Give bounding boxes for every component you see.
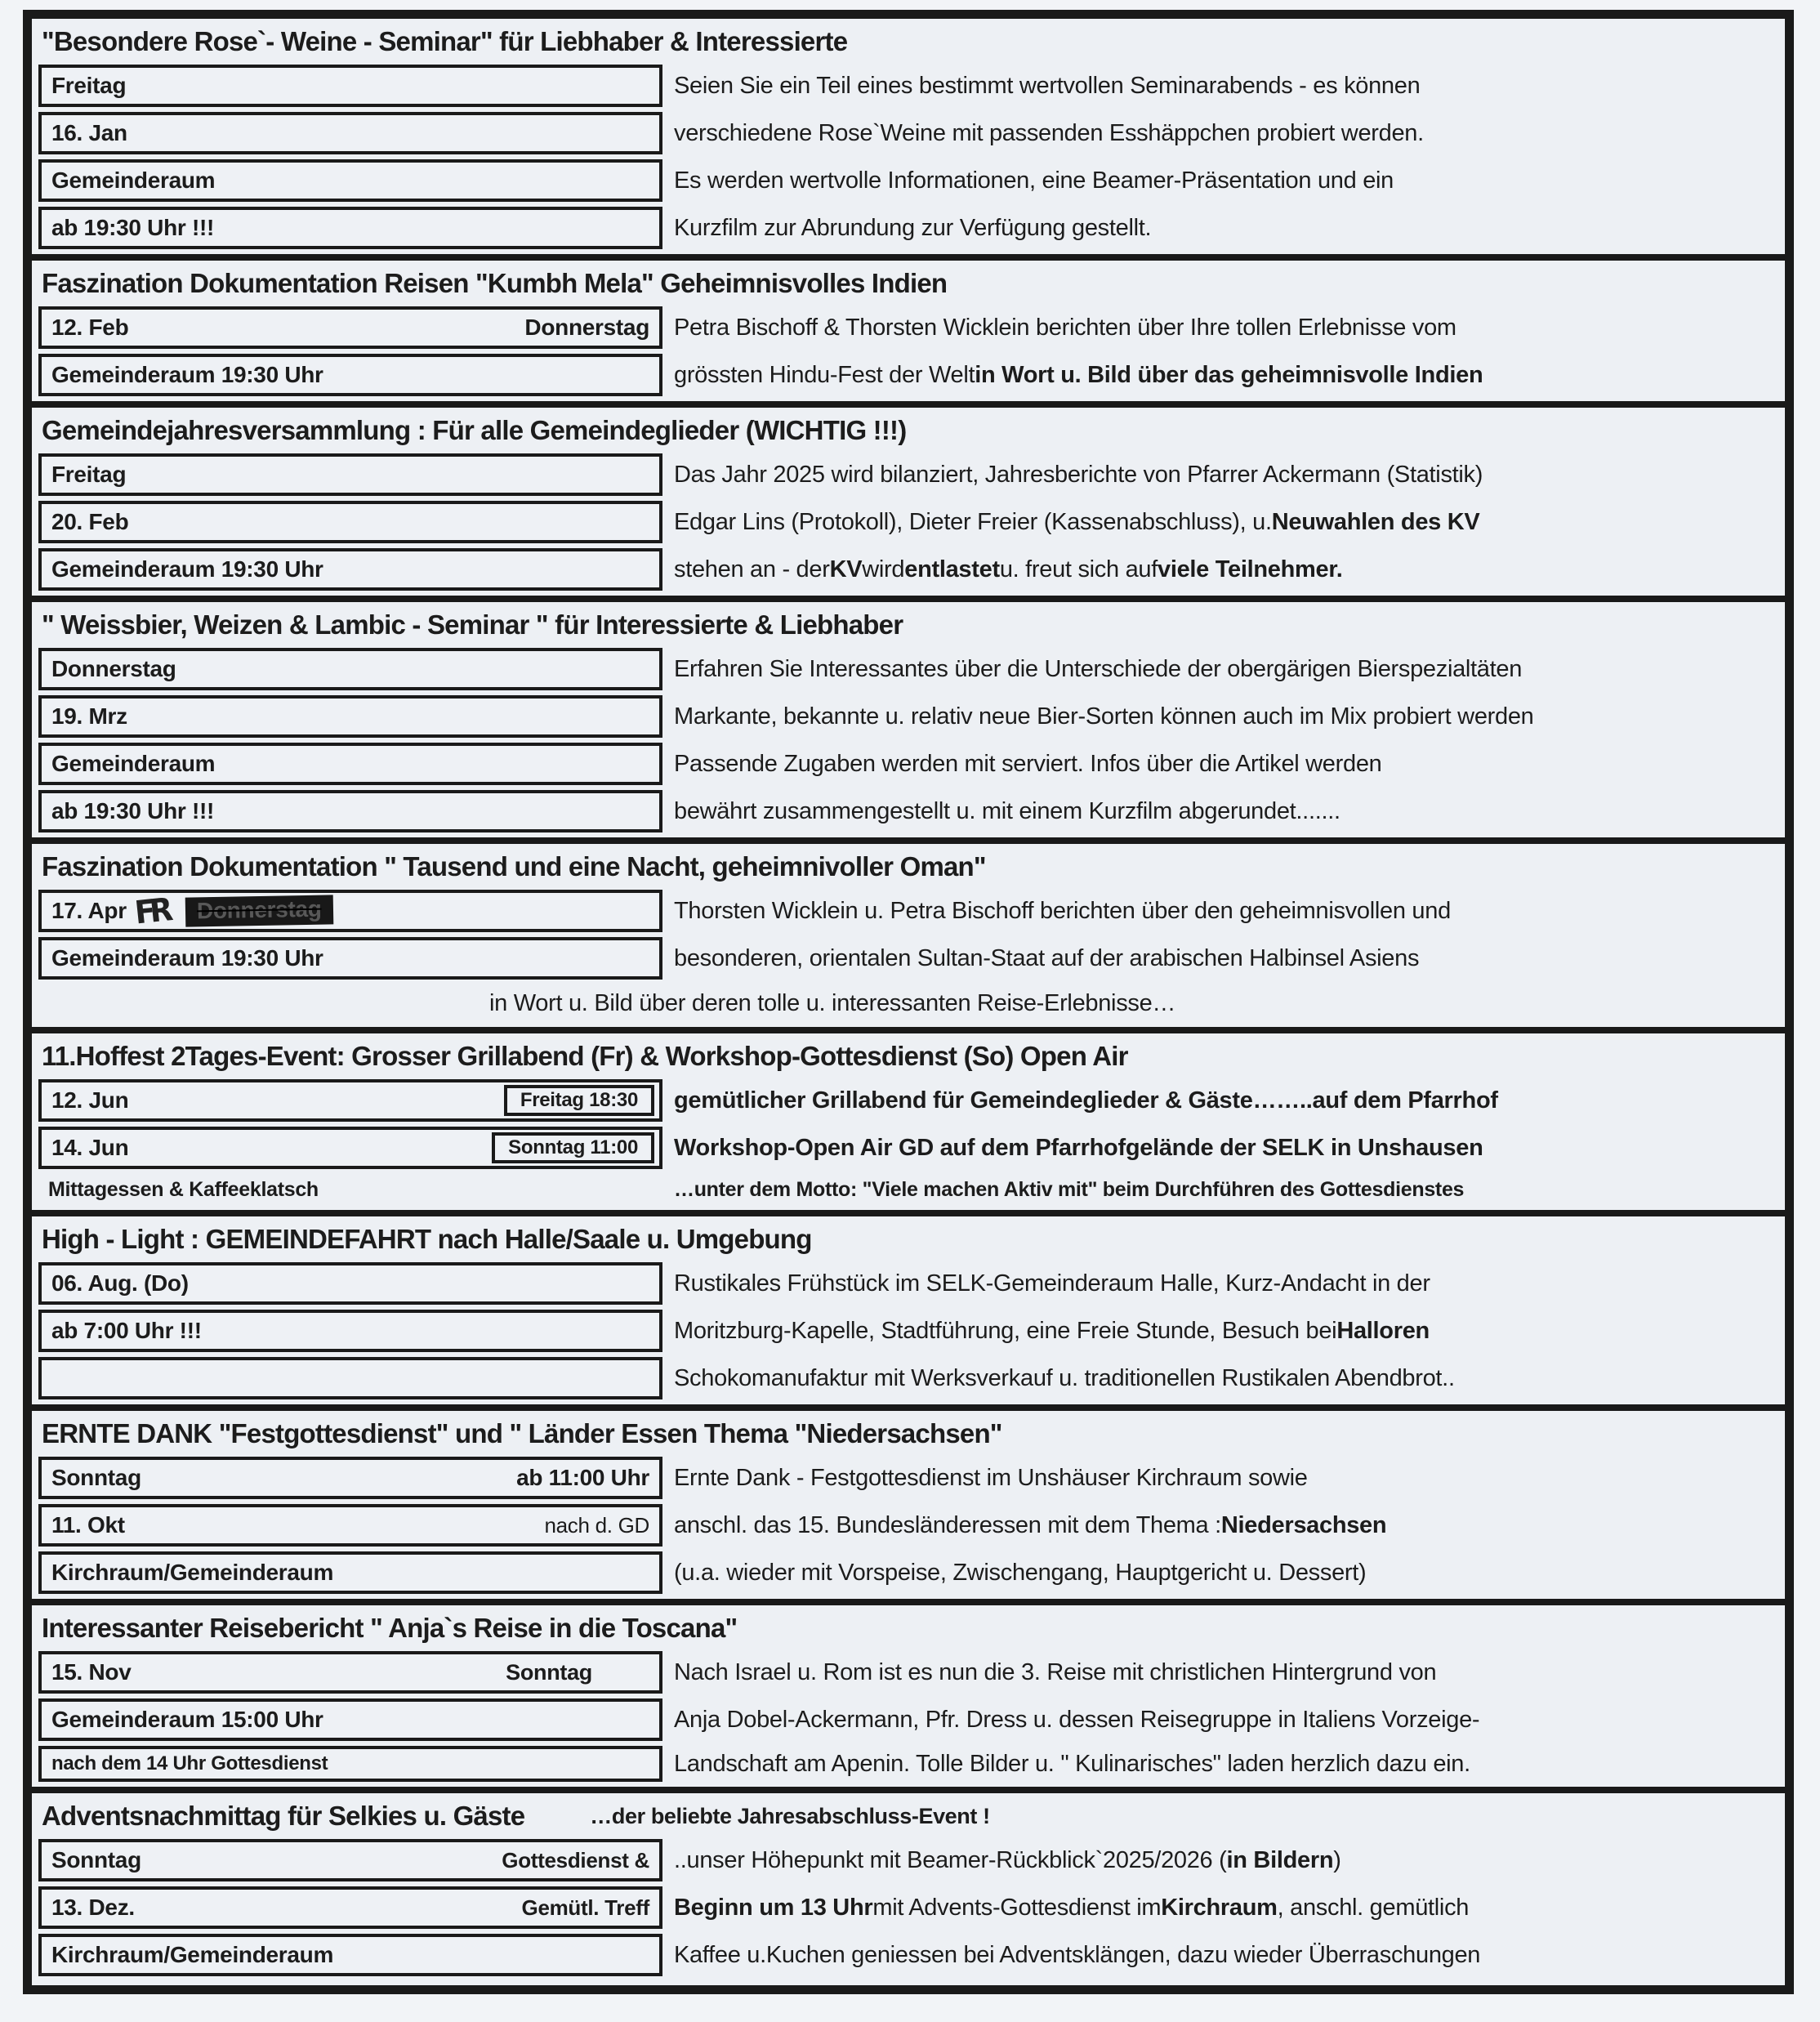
section-header: [32, 1034, 1785, 1077]
event-section: [32, 19, 1785, 261]
description-line: stehen an - der KV wird entlastet u. freut sich auf viele Teilnehmer.: [674, 556, 1343, 582]
document: [23, 10, 1794, 1994]
schedule-cell: [38, 1934, 662, 1976]
schedule-cell-area: [32, 451, 662, 498]
schedule-cell-area: [32, 935, 662, 982]
event-title: High - Light : GEMEINDEFAHRT nach Halle/Saale u. Umgebung: [42, 1224, 812, 1254]
event-title: " Weissbier, Weizen & Lambic - Seminar " für Interessierte & Liebhaber: [42, 609, 903, 640]
schedule-cell: [38, 159, 662, 202]
event-section: [32, 1411, 1785, 1605]
schedule-cell-area: [32, 1743, 662, 1784]
cell-text: 16. Jan: [51, 120, 127, 145]
cell-text: Gottesdienst &: [502, 1847, 649, 1872]
cell-text: 06. Aug. (Do): [51, 1270, 189, 1296]
event-section: [32, 1033, 1785, 1216]
section-header: [32, 408, 1785, 451]
description-line: Kurzfilm zur Abrundung zur Verfügung gestellt.: [674, 214, 1152, 241]
cell-text: Freitag: [51, 73, 127, 98]
schedule-cell: [38, 890, 662, 932]
section-header: [32, 603, 1785, 645]
schedule-row: [32, 1931, 1785, 1979]
schedule-cell-area: [32, 1549, 662, 1596]
schedule-cell-area: [32, 887, 662, 935]
cell-text: Gemütl. Treff: [521, 1895, 649, 1920]
schedule-row: [32, 1172, 1785, 1207]
description-line: Markante, bekannte u. relativ neue Bier-Sorten können auch im Mix probiert werden: [674, 703, 1534, 730]
schedule-cell: [38, 1457, 662, 1499]
description-line: in Wort u. Bild über deren tolle u. interessanten Reise-Erlebnisse…: [489, 989, 1176, 1016]
description-line: Seien Sie ein Teil eines bestimmt wertvollen Seminarabends - es können: [674, 72, 1421, 99]
schedule-row: [32, 157, 1785, 204]
description-line: Edgar Lins (Protokoll), Dieter Freier (Kassenabschluss), u. Neuwahlen des KV: [674, 508, 1480, 535]
schedule-cell: [38, 453, 662, 496]
schedule-cell: [38, 65, 662, 107]
cell-text: Sonntag: [51, 1465, 141, 1490]
cell-text: Donnerstag: [524, 315, 649, 340]
schedule-row: [32, 498, 1785, 546]
schedule-cell-area: [32, 1124, 662, 1172]
section-header: [32, 1606, 1785, 1649]
event-section: [32, 1216, 1785, 1411]
cell-text: 11. Okt: [51, 1512, 125, 1538]
schedule-row: [32, 304, 1785, 351]
cell-text: Gemeinderaum: [51, 167, 216, 193]
description-line: …unter dem Motto: "Viele machen Aktiv mit" beim Durchführen des Gottesdienstes: [674, 1177, 1465, 1201]
schedule-cell-area: [32, 1260, 662, 1307]
schedule-cell-area: [32, 62, 662, 109]
cell-text: Gemeinderaum: [51, 751, 216, 776]
schedule-cell-area: [32, 1355, 662, 1402]
schedule-cell: [38, 1651, 662, 1694]
section-header: [32, 1794, 1785, 1837]
schedule-row: [32, 1743, 1785, 1784]
cell-text: Sonntag: [506, 1659, 592, 1685]
schedule-cell-area: [32, 1172, 662, 1207]
cell-text: Kirchraum/Gemeinderaum: [51, 1942, 334, 1967]
schedule-cell: [38, 1127, 662, 1169]
event-title: Faszination Dokumentation " Tausend und eine Nacht, geheimnivoller Oman": [42, 851, 986, 882]
description-line: gemütlicher Grillabend für Gemeindeglieder & Gäste……..auf dem Pfarrhof: [674, 1087, 1498, 1114]
cell-text: 15. Nov: [51, 1659, 132, 1685]
schedule-cell: [38, 1551, 662, 1594]
cell-text: ab 11:00 Uhr: [516, 1465, 649, 1490]
event-title: "Besondere Rose`- Weine - Seminar" für Liebhaber & Interessierte: [42, 26, 848, 56]
event-title: ERNTE DANK "Festgottesdienst" und " Länder Essen Thema "Niedersachsen": [42, 1418, 1002, 1448]
schedule-row: [32, 1649, 1785, 1696]
schedule-row: [32, 1549, 1785, 1596]
description-line: Kaffee u.Kuchen geniessen bei Adventsklängen, dazu wieder Überraschungen: [674, 1941, 1481, 1968]
event-title: Adventsnachmittag für Selkies u. Gäste: [42, 1801, 525, 1831]
schedule-row: [32, 1837, 1785, 1884]
description-line: Erfahren Sie Interessantes über die Unterschiede der obergärigen Bierspezialtäten: [674, 655, 1523, 682]
schedule-cell-area: [32, 1931, 662, 1979]
schedule-cell: [38, 743, 662, 785]
cell-text: 12. Feb: [51, 315, 129, 340]
cell-text: ab 19:30 Uhr !!!: [51, 215, 215, 240]
schedule-cell: [38, 790, 662, 832]
schedule-cell: [38, 648, 662, 690]
handwritten-note: FR: [132, 890, 169, 931]
schedule-cell: [38, 1357, 662, 1399]
description-line: Thorsten Wicklein u. Petra Bischoff berichten über den geheimnisvollen und: [674, 897, 1451, 924]
schedule-row: [32, 1502, 1785, 1549]
schedule-row: [32, 204, 1785, 252]
schedule-cell-area: [32, 204, 662, 252]
cell-text: 13. Dez.: [51, 1895, 135, 1920]
description-line: grössten Hindu-Fest der Welt in Wort u. Bild über das geheimnisvolle Indien: [674, 361, 1483, 388]
schedule-row: [32, 887, 1785, 935]
schedule-cell-area: [32, 1077, 662, 1124]
schedule-cell: [38, 354, 662, 396]
day-time-box: Sonntag 11:00: [492, 1132, 654, 1163]
schedule-cell: [38, 1079, 662, 1122]
schedule-cell: [38, 1504, 662, 1547]
day-time-box: Freitag 18:30: [504, 1085, 654, 1116]
description-line: Anja Dobel-Ackermann, Pfr. Dress u. dessen Reisegruppe in Italiens Vorzeige-: [674, 1706, 1480, 1733]
event-section: [32, 602, 1785, 844]
event-title: 11.Hoffest 2Tages-Event: Grosser Grillabend (Fr) & Workshop-Gottesdienst (So) Open Air: [42, 1041, 1128, 1071]
schedule-cell-area: [32, 157, 662, 204]
schedule-row: [32, 351, 1785, 399]
cell-text: 12. Jun: [51, 1087, 129, 1113]
section-header: [32, 845, 1785, 887]
schedule-row: [32, 546, 1785, 593]
event-note: …der beliebte Jahresabschluss-Event !: [590, 1803, 990, 1828]
description-line: bewährt zusammengestellt u. mit einem Kurzfilm abgerundet.......: [674, 797, 1340, 824]
description-line: Workshop-Open Air GD auf dem Pfarrhofgelände der SELK in Unshausen: [674, 1134, 1483, 1161]
schedule-cell: [38, 207, 662, 249]
description-line: Beginn um 13 Uhr mit Advents-Gottesdienst im Kirchraum , anschl. gemütlich: [674, 1894, 1470, 1921]
description-line: Es werden wertvolle Informationen, eine Beamer-Präsentation und ein: [674, 167, 1394, 194]
schedule-row: [32, 109, 1785, 157]
description-line: Landschaft am Apenin. Tolle Bilder u. " Kulinarisches" laden herzlich dazu ein.: [674, 1750, 1470, 1777]
schedule-row: [32, 645, 1785, 693]
cell-text: Gemeinderaum 19:30 Uhr: [51, 556, 323, 582]
schedule-row: [32, 1260, 1785, 1307]
schedule-cell-area: [32, 546, 662, 593]
description-line: (u.a. wieder mit Vorspeise, Zwischengang, Hauptgericht u. Dessert): [674, 1559, 1367, 1586]
schedule-cell-area: [32, 1837, 662, 1884]
schedule-cell: [38, 1746, 662, 1782]
cell-text: Mittagessen & Kaffeeklatsch: [48, 1177, 319, 1201]
schedule-row: [32, 1454, 1785, 1502]
schedule-row: [32, 1307, 1785, 1355]
section-header: [32, 1217, 1785, 1260]
schedule-row: [32, 1355, 1785, 1402]
cell-text: ab 19:30 Uhr !!!: [51, 798, 215, 824]
schedule-cell-area: [32, 693, 662, 740]
schedule-cell: [38, 501, 662, 543]
description-line: besonderen, orientalen Sultan-Staat auf der arabischen Halbinsel Asiens: [674, 944, 1420, 971]
cell-text: 19. Mrz: [51, 703, 127, 729]
schedule-cell: [38, 548, 662, 591]
event-section: [32, 844, 1785, 1033]
schedule-cell: [38, 1886, 662, 1929]
event-section: [32, 1605, 1785, 1793]
schedule-cell-area: [32, 109, 662, 157]
event-section: [32, 408, 1785, 602]
description-line: Petra Bischoff & Thorsten Wicklein berichten über Ihre tollen Erlebnisse vom: [674, 314, 1456, 341]
schedule-cell-area: [32, 304, 662, 351]
description-line: Nach Israel u. Rom ist es nun die 3. Reise mit christlichen Hintergrund von: [674, 1658, 1437, 1685]
schedule-row: [32, 1124, 1785, 1172]
event-title: Faszination Dokumentation Reisen "Kumbh Mela" Geheimnisvolles Indien: [42, 268, 948, 298]
description-line: Das Jahr 2025 wird bilanziert, Jahresberichte von Pfarrer Ackermann (Statistik): [674, 461, 1483, 488]
description-line: Rustikales Frühstück im SELK-Gemeinderaum Halle, Kurz-Andacht in der: [674, 1270, 1430, 1297]
schedule-cell-area: [32, 1454, 662, 1502]
schedule-cell-area: [32, 1502, 662, 1549]
cell-text: nach d. GD: [544, 1512, 649, 1538]
cell-text: Donnerstag: [51, 656, 176, 681]
cell-text: Sonntag: [51, 1847, 141, 1872]
cell-text: Gemeinderaum 15:00 Uhr: [51, 1707, 323, 1732]
schedule-cell-area: [32, 645, 662, 693]
description-line: Ernte Dank - Festgottesdienst im Unshäuser Kirchraum sowie: [674, 1464, 1308, 1491]
schedule-row: [32, 693, 1785, 740]
description-line: verschiedene Rose`Weine mit passenden Esshäppchen probiert werden.: [674, 119, 1424, 146]
schedule-row: [32, 740, 1785, 788]
schedule-cell: [38, 1262, 662, 1305]
schedule-cell: [38, 1172, 662, 1207]
schedule-row: [32, 935, 1785, 982]
description-line: Moritzburg-Kapelle, Stadtführung, eine Freie Stunde, Besuch bei Halloren: [674, 1317, 1430, 1344]
crossed-out-day: Donnerstag: [185, 895, 332, 926]
schedule-cell: [38, 695, 662, 738]
description-line: Schokomanufaktur mit Werksverkauf u. traditionellen Rustikalen Abendbrot..: [674, 1364, 1455, 1391]
schedule-row: [32, 788, 1785, 835]
cell-text: Kirchraum/Gemeinderaum: [51, 1560, 334, 1585]
schedule-cell-area: [32, 1696, 662, 1743]
schedule-row: [32, 1884, 1785, 1931]
event-title: Interessanter Reisebericht " Anja`s Reise in die Toscana": [42, 1613, 738, 1643]
schedule-cell-area: [32, 1307, 662, 1355]
cell-text: 14. Jun: [51, 1135, 129, 1160]
schedule-cell-area: [32, 788, 662, 835]
schedule-cell-area: [32, 1884, 662, 1931]
description-line: Passende Zugaben werden mit serviert. Infos über die Artikel werden: [674, 750, 1382, 777]
schedule-cell: [38, 1698, 662, 1741]
event-title: Gemeindejahresversammlung : Für alle Gemeindeglieder (WICHTIG !!!): [42, 415, 907, 445]
schedule-cell-area: [32, 740, 662, 788]
description-line: anschl. das 15. Bundesländeressen mit dem Thema : Niedersachsen: [674, 1511, 1387, 1538]
schedule-cell-area: [32, 498, 662, 546]
event-section: [32, 261, 1785, 408]
cell-text: ab 7:00 Uhr !!!: [51, 1318, 202, 1343]
schedule-row: [32, 451, 1785, 498]
description-line: ..unser Höhepunkt mit Beamer-Rückblick`2025/2026 ( in Bildern ): [674, 1846, 1341, 1873]
schedule-cell: [38, 1839, 662, 1881]
cell-text: Gemeinderaum 19:30 Uhr: [51, 945, 323, 971]
schedule-cell: [38, 112, 662, 154]
schedule-cell: [38, 937, 662, 980]
schedule-row: [32, 1077, 1785, 1124]
schedule-cell-area: [32, 1649, 662, 1696]
cell-text: nach dem 14 Uhr Gottesdienst: [51, 1752, 328, 1774]
section-header: [32, 1412, 1785, 1454]
section-header: [32, 20, 1785, 62]
section-header: [32, 261, 1785, 304]
schedule-cell-area: [32, 351, 662, 399]
schedule-row: [32, 1696, 1785, 1743]
schedule-row: [32, 62, 1785, 109]
cell-text: 17. Apr: [51, 898, 127, 923]
cell-text: Gemeinderaum 19:30 Uhr: [51, 362, 323, 387]
schedule-cell: [38, 1310, 662, 1352]
cell-text: Freitag: [51, 462, 127, 487]
event-section: [32, 1793, 1785, 1981]
schedule-cell: [38, 306, 662, 349]
cell-text: 20. Feb: [51, 509, 129, 534]
